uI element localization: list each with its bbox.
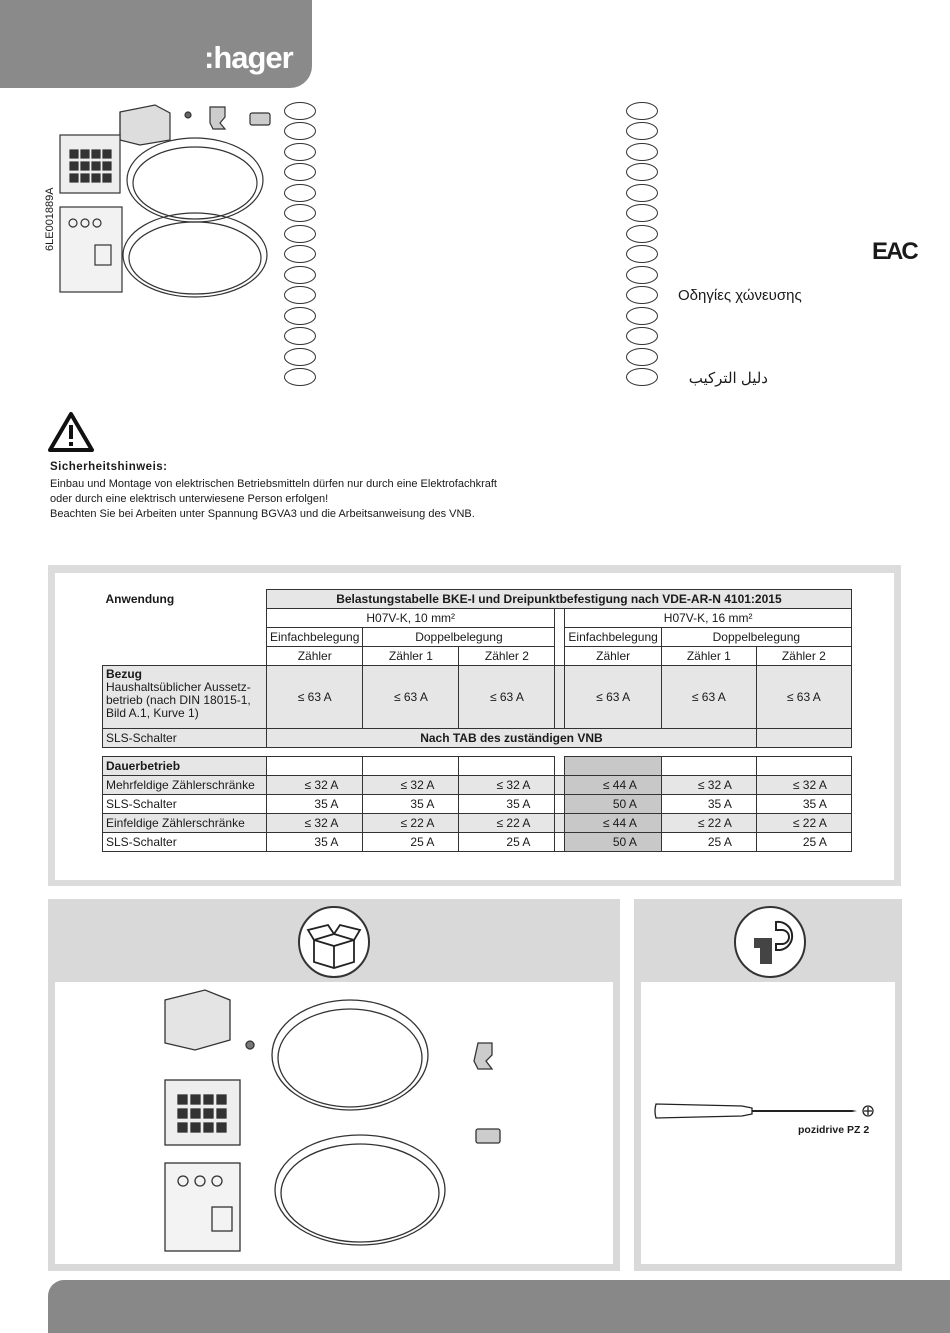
language-circle[interactable] [626, 163, 658, 181]
row-label: Mehrfeldige Zählerschränke [103, 776, 267, 795]
box-icon [298, 906, 370, 978]
row-value: ≤ 22 A [756, 814, 851, 833]
language-circle[interactable] [626, 225, 658, 243]
language-circle[interactable] [626, 204, 658, 222]
bezug-value: ≤ 63 A [565, 666, 661, 729]
language-circle[interactable] [284, 368, 316, 386]
zaehler1-header: Zähler 1 [661, 647, 756, 666]
row-value: ≤ 32 A [363, 776, 459, 795]
bezug-value: ≤ 63 A [756, 666, 851, 729]
row-value: 35 A [661, 795, 756, 814]
doppel-header: Doppelbelegung [363, 628, 555, 647]
safety-line: Beachten Sie bei Arbeiten unter Spannung BGVA3 und die Arbeitsanweisung des VNB. [50, 508, 475, 520]
safety-line: Einbau und Montage von elektrischen Betriebsmitteln dürfen nur durch eine Elektrofachkraft [50, 478, 497, 490]
screwdriver-icon [652, 1098, 877, 1124]
einfach-header: Einfachbelegung [565, 628, 661, 647]
language-circle[interactable] [284, 225, 316, 243]
row-value: ≤ 32 A [267, 776, 363, 795]
language-circle[interactable] [626, 327, 658, 345]
row-label: SLS-Schalter [103, 795, 267, 814]
cable-16-header: H07V-K, 16 mm² [565, 609, 851, 628]
warning-icon [46, 410, 96, 454]
tools-icon [734, 906, 806, 978]
dauer-title: Dauerbetrieb [103, 757, 267, 776]
language-circle[interactable] [626, 307, 658, 325]
language-circle[interactable] [284, 163, 316, 181]
row-value: 35 A [267, 833, 363, 852]
sls-label: SLS-Schalter [103, 729, 267, 748]
footer-bar [48, 1280, 950, 1333]
language-circle[interactable] [626, 286, 658, 304]
language-circle[interactable] [284, 143, 316, 161]
row-value: ≤ 22 A [459, 814, 555, 833]
language-circle[interactable] [284, 245, 316, 263]
language-circle[interactable] [626, 122, 658, 140]
language-circle[interactable] [284, 307, 316, 325]
zaehler2-header: Zähler 2 [459, 647, 555, 666]
language-circle[interactable] [626, 102, 658, 120]
einfach-header: Einfachbelegung [267, 628, 363, 647]
language-circle[interactable] [626, 143, 658, 161]
row-label: Einfeldige Zählerschränke [103, 814, 267, 833]
row-value: ≤ 32 A [267, 814, 363, 833]
bezug-value: ≤ 63 A [459, 666, 555, 729]
language-circle[interactable] [284, 327, 316, 345]
row-value: ≤ 22 A [661, 814, 756, 833]
row-value: 25 A [363, 833, 459, 852]
kit-contents-illustration [150, 985, 560, 1260]
row-value: ≤ 44 A [565, 776, 661, 795]
language-circle[interactable] [284, 348, 316, 366]
bezug-title: Bezug [106, 667, 142, 681]
row-value: ≤ 32 A [459, 776, 555, 795]
row-value: ≤ 44 A [565, 814, 661, 833]
row-value: 50 A [565, 833, 661, 852]
eac-mark: EAC [872, 238, 917, 265]
language-circle[interactable] [626, 184, 658, 202]
screwdriver-label: pozidrive PZ 2 [798, 1124, 870, 1136]
zaehler-header: Zähler [267, 647, 363, 666]
greek-title: Οδηγίες χώνευσης [678, 287, 802, 304]
row-label: SLS-Schalter [103, 833, 267, 852]
row-value: 25 A [756, 833, 851, 852]
row-value: 35 A [459, 795, 555, 814]
language-circle[interactable] [626, 266, 658, 284]
row-value: ≤ 22 A [363, 814, 459, 833]
language-circle[interactable] [284, 286, 316, 304]
cable-10-header: H07V-K, 10 mm² [267, 609, 555, 628]
bezug-value: ≤ 63 A [661, 666, 756, 729]
zaehler2-header: Zähler 2 [756, 647, 851, 666]
language-circle[interactable] [626, 368, 658, 386]
zaehler1-header: Zähler 1 [363, 647, 459, 666]
row-value: 25 A [459, 833, 555, 852]
row-value: 35 A [267, 795, 363, 814]
safety-line: oder durch eine elektrisch unterwiesene Person erfolgen! [50, 493, 329, 505]
row-value: 25 A [661, 833, 756, 852]
row-value: ≤ 32 A [756, 776, 851, 795]
bezug-desc: Haushaltsüblicher Aussetz-betrieb (nach DIN 18015-1, Bild A.1, Kurve 1) [106, 680, 251, 720]
hager-logo: :hager [204, 40, 293, 75]
row-value: 35 A [756, 795, 851, 814]
language-circle[interactable] [284, 266, 316, 284]
language-circle[interactable] [626, 245, 658, 263]
doppel-header: Doppelbelegung [661, 628, 851, 647]
language-circle[interactable] [284, 102, 316, 120]
bezug-value: ≤ 63 A [267, 666, 363, 729]
document-id: 6LE001889A [44, 187, 56, 251]
table-title: Belastungstabelle BKE-I und Dreipunktbefestigung nach VDE-AR-N 4101:2015 [267, 590, 852, 609]
row-value: 50 A [565, 795, 661, 814]
bezug-value: ≤ 63 A [363, 666, 459, 729]
language-circle[interactable] [284, 204, 316, 222]
language-circle[interactable] [284, 184, 316, 202]
row-value: ≤ 32 A [661, 776, 756, 795]
row-value: 35 A [363, 795, 459, 814]
arabic-title: دليل التركيب [688, 370, 768, 387]
sls-tab: Nach TAB des zuständigen VNB [267, 729, 757, 748]
anwendung-header: Anwendung [105, 592, 175, 606]
bezug-cell [103, 666, 267, 729]
zaehler-header: Zähler [565, 647, 661, 666]
safety-title: Sicherheitshinweis: [50, 461, 168, 473]
product-kit-illustration [45, 95, 285, 305]
language-circle[interactable] [626, 348, 658, 366]
language-circle[interactable] [284, 122, 316, 140]
load-table [102, 589, 852, 852]
